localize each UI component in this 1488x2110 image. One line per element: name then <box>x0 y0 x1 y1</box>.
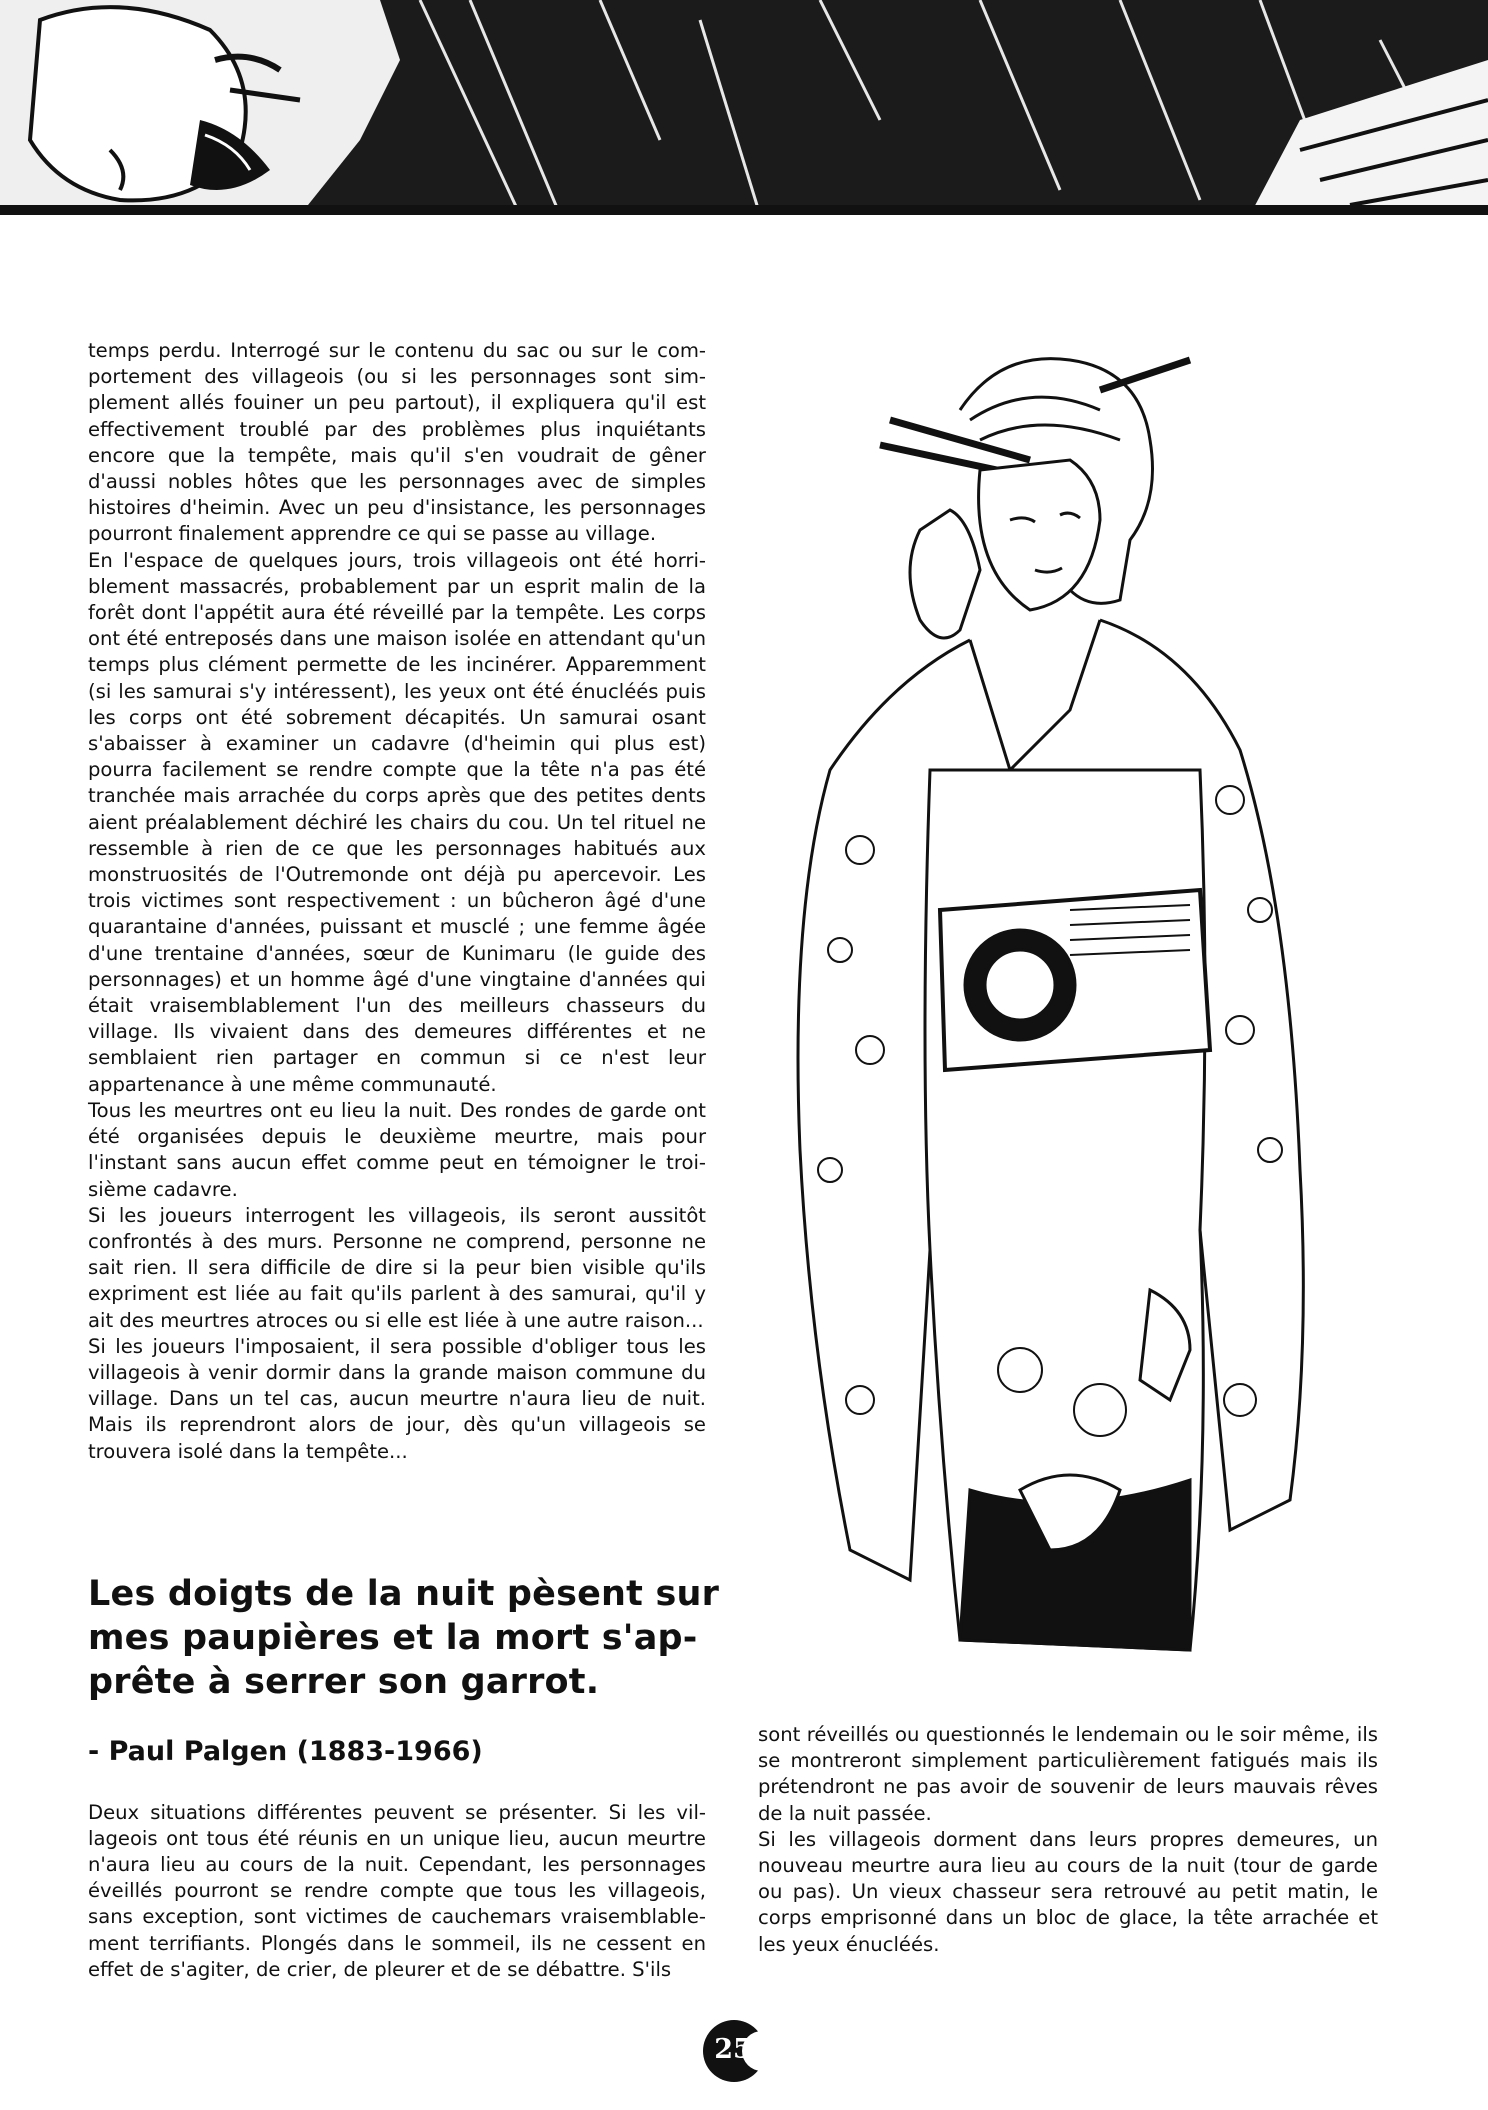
paragraph: Deux situations différentes peuvent se présenter. Si les villageois ont tous été réunis en un unique lieu, aucun meurtre n'aura lieu au cours de la nuit. Cependant, les personnages éveillés pourront se rendre compte que tous les villageois, sans exception, sont victimes de cauchemars vraisemblablement terrifiants. Plongés dans le sommeil, ils ne cessent en effet de s'agiter, de crier, de pleurer et de se débattre. S'ils <box>88 1800 706 1981</box>
manga-panel-illustration <box>0 0 1488 215</box>
left-column-text <box>88 338 706 1465</box>
paragraph: Tous les meurtres ont eu lieu la nuit. Des rondes de garde ont été organisées depuis le deuxième meurtre, mais pour l'instant sans aucun effet comme peut en témoigner le troisième cadavre. <box>88 1098 706 1201</box>
paragraph: Si les joueurs l'imposaient, il sera possible d'obliger tous les villageois à venir dormir dans la grande maison commune du village. Dans un tel cas, aucun meurtre n'aura lieu de nuit. Mais ils reprendront alors de jour, dès qu'un villageois se trouvera isolé dans la tempête... <box>88 1334 706 1463</box>
top-banner-illustration <box>0 0 1488 215</box>
paragraph: sont réveillés ou questionnés le lendemain ou le soir même, ils se montreront simplement particulièrement fatigués mais ils prétendront ne pas avoir de souvenir de leurs mauvais rêves de la nuit passée. <box>758 1723 1378 1825</box>
bottom-left-text <box>88 1780 706 2003</box>
page-number-badge <box>702 2016 780 2086</box>
paragraph: temps perdu. Interrogé sur le contenu du sac ou sur le comportement des villageois (ou si les personnages sont simplement allés fouiner un peu partout), il expliquera qu'il est effectivement troublé par des problèmes plus inquiétants encore que la tempête, mais qu'il s'en voudrait de gêner d'aussi nobles hôtes que les personnages avec de simples histoires d'heimin. Avec un peu d'insistance, les personnages pourront finalement apprendre ce qui se passe au village. <box>88 339 706 546</box>
right-column-text <box>758 1722 1378 1958</box>
paragraph: En l'espace de quelques jours, trois villageois ont été horriblement massacrés, probablement par un esprit malin de la forêt dont l'appétit aura été réveillé par la tempête. Les corps ont été entreposés dans une maison isolée en attendant qu'un temps plus clément permette de les incinérer. Apparemment (si les samurai s'y intéressent), les yeux ont été énucléés puis les corps ont été sobrement décapités. Un samurai osant s'abaisser à examiner un cadavre (d'heimin qui plus est) pourra facilement se rendre compte que la tête n'a pas été tranchée mais arrachée du corps après que des petites dents aient préalablement déchiré les chairs du cou. Un tel rituel ne ressemble à rien de ce que les personnages habitués aux monstruosités de l'Outremonde ont déjà pu apercevoir. Les trois victimes sont respectivement : un bûcheron âgé d'une quarantaine d'années, puissant et musclé ; une femme âgée d'une trentaine d'années, sœur de Kunimaru (le guide des personnages) et un homme âgé d'une vingtaine d'années qui était vraisemblablement l'un des meilleurs chasseurs du village. Ils vivaient dans des demeures différentes et ne semblaient rien partager en commun si ce n'est leur appartenance à une même communauté. <box>88 548 706 1096</box>
geisha-kimono-illustration <box>770 350 1350 1670</box>
paragraph: Si les joueurs interrogent les villageois, ils seront aussitôt confrontés à des murs. Personne ne comprend, personne ne sait rien. Il sera difficile de dire si la peur bien visible qu'ils expriment est liée au fait qu'ils parlent à des samurai, qu'il y ait des meurtres atroces ou si elle est liée à une autre raison... <box>88 1203 706 1332</box>
quote-author: - Paul Palgen (1883-1966) <box>88 1736 483 1767</box>
paragraph: Si les villageois dorment dans leurs propres demeures, un nouveau meurtre aura lieu au cours de la nuit (tour de garde ou pas). Un vieux chasseur sera retrouvé au petit matin, le corps emprisonné dans un bloc de glace, la tête arrachée et les yeux énucléés. <box>758 1827 1378 1956</box>
geisha-illustration <box>770 350 1350 1670</box>
page-number: 25 <box>714 2034 752 2065</box>
quote-text: Les doigts de la nuit pèsent sur mes paupières et la mort s'apprête à serrer son garrot. <box>88 1574 720 1702</box>
